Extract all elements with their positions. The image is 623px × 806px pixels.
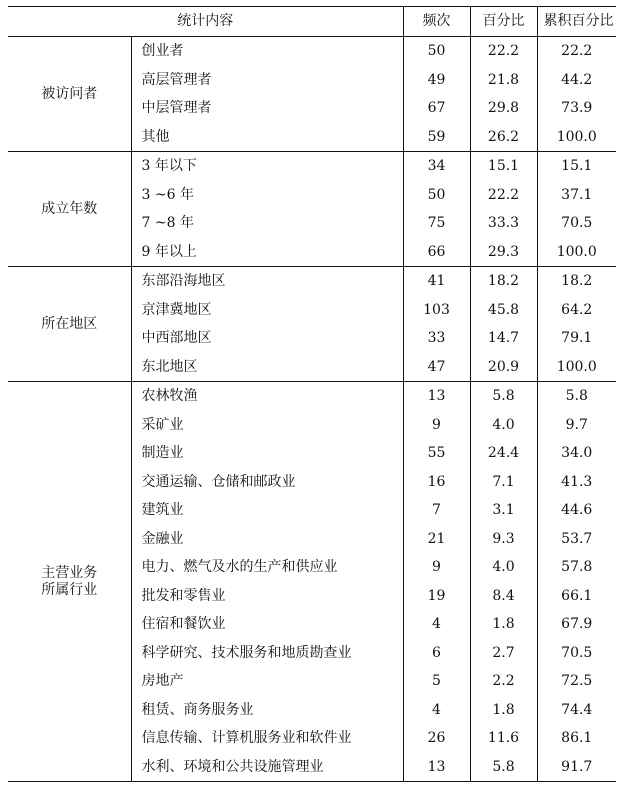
row-frequency: 55 xyxy=(403,439,470,468)
row-cumulative: 74.4 xyxy=(537,696,616,725)
row-item: 交通运输、仓储和邮政业 xyxy=(131,468,403,497)
row-percent: 4.0 xyxy=(470,553,537,582)
row-percent: 8.4 xyxy=(470,582,537,611)
row-cumulative: 100.0 xyxy=(537,123,616,152)
table-body xyxy=(8,37,616,782)
row-cumulative: 70.5 xyxy=(537,209,616,238)
row-frequency: 16 xyxy=(403,468,470,497)
row-frequency: 66 xyxy=(403,238,470,267)
row-cumulative: 5.8 xyxy=(537,382,616,411)
row-cumulative: 41.3 xyxy=(537,468,616,497)
row-percent: 29.8 xyxy=(470,94,537,123)
row-cumulative: 73.9 xyxy=(537,94,616,123)
row-cumulative: 34.0 xyxy=(537,439,616,468)
row-item: 批发和零售业 xyxy=(131,582,403,611)
table-row xyxy=(8,267,616,296)
row-frequency: 41 xyxy=(403,267,470,296)
row-percent: 24.4 xyxy=(470,439,537,468)
row-percent: 4.0 xyxy=(470,411,537,440)
row-item: 中层管理者 xyxy=(131,94,403,123)
row-frequency: 13 xyxy=(403,382,470,411)
row-cumulative: 57.8 xyxy=(537,553,616,582)
row-percent: 11.6 xyxy=(470,724,537,753)
row-percent: 18.2 xyxy=(470,267,537,296)
row-percent: 7.1 xyxy=(470,468,537,497)
row-cumulative: 9.7 xyxy=(537,411,616,440)
row-item: 采矿业 xyxy=(131,411,403,440)
row-percent: 33.3 xyxy=(470,209,537,238)
row-percent: 14.7 xyxy=(470,324,537,353)
row-cumulative: 86.1 xyxy=(537,724,616,753)
row-item: 房地产 xyxy=(131,667,403,696)
row-frequency: 19 xyxy=(403,582,470,611)
row-frequency: 103 xyxy=(403,296,470,325)
row-frequency: 4 xyxy=(403,610,470,639)
row-frequency: 34 xyxy=(403,152,470,181)
row-percent: 21.8 xyxy=(470,66,537,95)
row-cumulative: 44.2 xyxy=(537,66,616,95)
header-percent: 百分比 xyxy=(470,7,537,37)
header-row xyxy=(8,7,616,37)
row-percent: 3.1 xyxy=(470,496,537,525)
statistics-table xyxy=(8,6,616,782)
table-row xyxy=(8,152,616,181)
row-frequency: 26 xyxy=(403,724,470,753)
row-cumulative: 79.1 xyxy=(537,324,616,353)
row-frequency: 49 xyxy=(403,66,470,95)
group-label-industry-line1: 主营业务 xyxy=(41,565,98,582)
row-frequency: 33 xyxy=(403,324,470,353)
group-label-years-established: 成立年数 xyxy=(8,152,131,267)
row-item: 农林牧渔 xyxy=(131,382,403,411)
header-cumulative-percent: 累积百分比 xyxy=(537,7,616,37)
row-item: 3 年以下 xyxy=(131,152,403,181)
table-row xyxy=(8,382,616,411)
row-item: 京津冀地区 xyxy=(131,296,403,325)
row-item: 住宿和餐饮业 xyxy=(131,610,403,639)
row-percent: 9.3 xyxy=(470,525,537,554)
row-frequency: 9 xyxy=(403,553,470,582)
row-item: 东北地区 xyxy=(131,353,403,382)
row-percent: 45.8 xyxy=(470,296,537,325)
statistics-table-container xyxy=(8,6,616,782)
group-label-respondent: 被访问者 xyxy=(8,37,131,152)
row-item: 东部沿海地区 xyxy=(131,267,403,296)
row-percent: 2.7 xyxy=(470,639,537,668)
group-label-region: 所在地区 xyxy=(8,267,131,382)
row-item: 3 ~6 年 xyxy=(131,181,403,210)
row-item: 7 ~8 年 xyxy=(131,209,403,238)
row-item: 其他 xyxy=(131,123,403,152)
row-cumulative: 44.6 xyxy=(537,496,616,525)
row-cumulative: 100.0 xyxy=(537,238,616,267)
row-cumulative: 53.7 xyxy=(537,525,616,554)
row-percent: 2.2 xyxy=(470,667,537,696)
row-percent: 5.8 xyxy=(470,382,537,411)
row-percent: 26.2 xyxy=(470,123,537,152)
row-frequency: 21 xyxy=(403,525,470,554)
row-item: 信息传输、计算机服务业和软件业 xyxy=(131,724,403,753)
row-cumulative: 91.7 xyxy=(537,753,616,782)
row-item: 科学研究、技术服务和地质勘查业 xyxy=(131,639,403,668)
row-cumulative: 67.9 xyxy=(537,610,616,639)
row-percent: 22.2 xyxy=(470,37,537,66)
row-frequency: 50 xyxy=(403,181,470,210)
row-percent: 29.3 xyxy=(470,238,537,267)
row-cumulative: 15.1 xyxy=(537,152,616,181)
row-cumulative: 66.1 xyxy=(537,582,616,611)
row-cumulative: 18.2 xyxy=(537,267,616,296)
row-frequency: 4 xyxy=(403,696,470,725)
row-frequency: 67 xyxy=(403,94,470,123)
row-frequency: 50 xyxy=(403,37,470,66)
row-item: 租赁、商务服务业 xyxy=(131,696,403,725)
row-percent: 20.9 xyxy=(470,353,537,382)
row-item: 金融业 xyxy=(131,525,403,554)
row-percent: 1.8 xyxy=(470,610,537,639)
header-stat-content: 统计内容 xyxy=(8,7,403,37)
row-item: 制造业 xyxy=(131,439,403,468)
row-frequency: 6 xyxy=(403,639,470,668)
row-frequency: 5 xyxy=(403,667,470,696)
group-label-industry-line2: 所属行业 xyxy=(41,581,98,598)
row-frequency: 7 xyxy=(403,496,470,525)
row-cumulative: 37.1 xyxy=(537,181,616,210)
row-item: 水利、环境和公共设施管理业 xyxy=(131,753,403,782)
row-cumulative: 72.5 xyxy=(537,667,616,696)
group-label-industry xyxy=(8,382,131,782)
row-percent: 1.8 xyxy=(470,696,537,725)
row-item: 9 年以上 xyxy=(131,238,403,267)
table-header xyxy=(8,7,616,37)
row-cumulative: 22.2 xyxy=(537,37,616,66)
row-frequency: 75 xyxy=(403,209,470,238)
row-cumulative: 70.5 xyxy=(537,639,616,668)
row-item: 电力、燃气及水的生产和供应业 xyxy=(131,553,403,582)
row-percent: 5.8 xyxy=(470,753,537,782)
row-frequency: 9 xyxy=(403,411,470,440)
row-percent: 22.2 xyxy=(470,181,537,210)
row-frequency: 13 xyxy=(403,753,470,782)
row-item: 高层管理者 xyxy=(131,66,403,95)
row-item: 建筑业 xyxy=(131,496,403,525)
row-cumulative: 64.2 xyxy=(537,296,616,325)
row-frequency: 47 xyxy=(403,353,470,382)
row-item: 创业者 xyxy=(131,37,403,66)
header-frequency: 频次 xyxy=(403,7,470,37)
table-row xyxy=(8,37,616,66)
row-cumulative: 100.0 xyxy=(537,353,616,382)
row-percent: 15.1 xyxy=(470,152,537,181)
row-item: 中西部地区 xyxy=(131,324,403,353)
row-frequency: 59 xyxy=(403,123,470,152)
